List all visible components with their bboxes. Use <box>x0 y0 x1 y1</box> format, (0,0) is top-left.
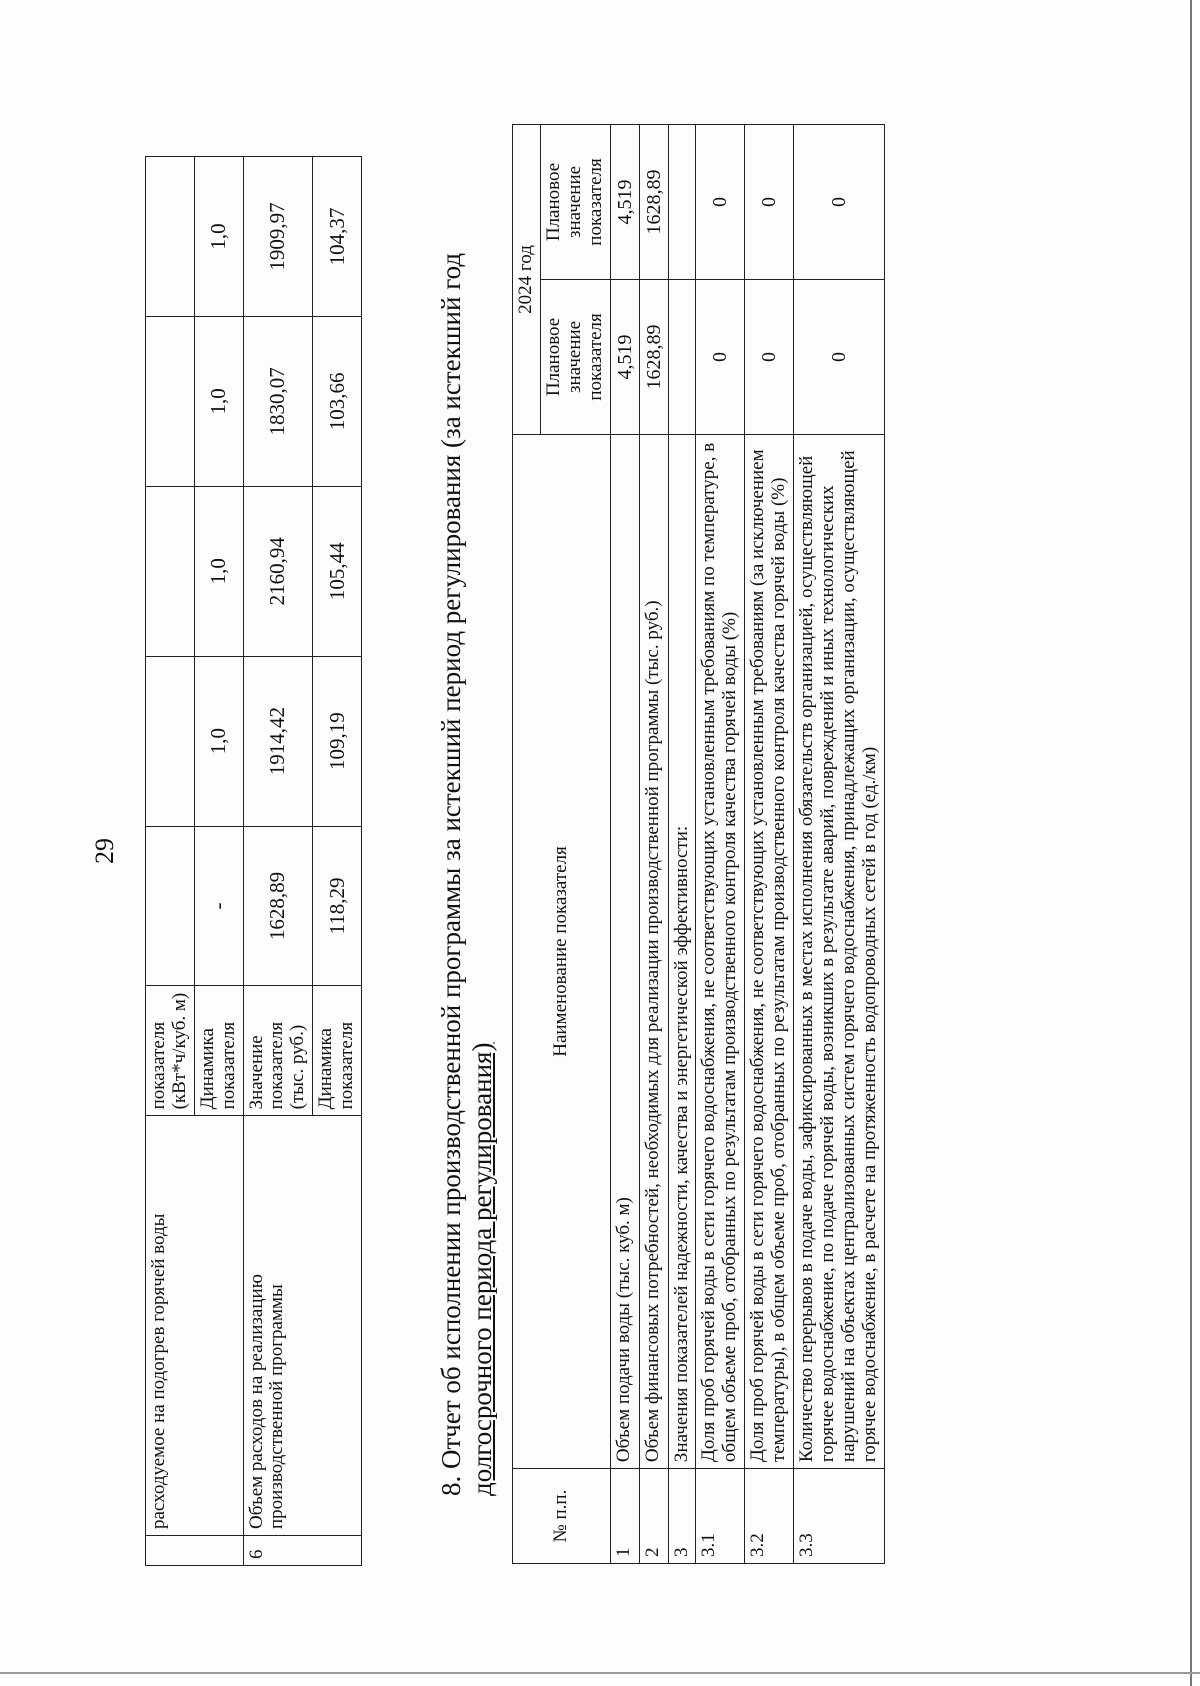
column-header-year: 2024 год <box>513 125 541 435</box>
row-number <box>146 1536 244 1566</box>
indicator-name: Доля проб горячей воды в сети горячего водоснабжения, не соответствующих установленным требованиям по температуре, в общем объеме проб, отобранных по результатам производственного контроля качества горячей воды (%) <box>696 434 745 1468</box>
section-title-line1: 8. Отчет об исполнении производственной программы за истекший период регулирования (за истекший год <box>436 252 466 1496</box>
table-cell: 1,0 <box>194 656 243 826</box>
section-title-line2: долгосрочного периода регулирования) <box>467 1042 498 1496</box>
table-row <box>794 125 885 1564</box>
row-number: 3.1 <box>696 1469 745 1564</box>
program-execution-table <box>512 124 885 1564</box>
table-cell: 1628,89 <box>639 279 668 434</box>
row-number: 3 <box>668 1469 696 1564</box>
table-cell: 1,0 <box>194 486 243 656</box>
table-cell: 1,0 <box>194 316 243 486</box>
table-row <box>668 125 696 1564</box>
indicators-table-continued <box>145 156 362 1566</box>
table-row <box>243 157 313 1566</box>
table-cell <box>146 157 195 317</box>
indicator-subtype: Динамика показателя <box>194 986 243 1116</box>
table-row <box>610 125 639 1564</box>
indicator-name: Доля проб горячей воды в сети горячего водоснабжения, не соответствующих установленным требованиям (за исключением температуры), в общем объеме проб, отобранных по результатам производственного контроля качества горячей воды (%) <box>745 434 794 1468</box>
table-row <box>745 125 794 1564</box>
page-number: 29 <box>90 838 119 864</box>
row-number: 3.3 <box>794 1469 885 1564</box>
table-cell: 0 <box>794 279 885 434</box>
table-row <box>146 157 195 1566</box>
table-cell: 118,29 <box>313 826 362 986</box>
column-header-name: Наименование показателя <box>513 434 611 1468</box>
table-cell: 1,0 <box>194 157 243 317</box>
table-cell <box>146 656 195 826</box>
indicator-name: расходуемое на подогрев горячей воды <box>146 1116 244 1536</box>
table-cell: 4,519 <box>610 125 639 280</box>
table-cell: 1914,42 <box>243 656 313 826</box>
indicator-subtype: Динамика показателя <box>313 986 362 1116</box>
table-cell: 104,37 <box>313 157 362 317</box>
table-row <box>696 125 745 1564</box>
table-cell <box>146 826 195 986</box>
table-cell: 0 <box>696 125 745 280</box>
table-cell: 1628,89 <box>243 826 313 986</box>
scan-edge-line <box>0 1672 1200 1674</box>
table-cell: 109,19 <box>313 656 362 826</box>
table-cell: 1909,97 <box>243 157 313 317</box>
indicator-subtype: Значение показателя (тыс. руб.) <box>243 986 313 1116</box>
table-cell: 1830,07 <box>243 316 313 486</box>
row-number: 3.2 <box>745 1469 794 1564</box>
indicator-name: Значения показателей надежности, качества и энергетической эффективности: <box>668 434 696 1468</box>
section-heading <box>436 166 498 1496</box>
column-header-plan-1: Плановое значение показателя <box>540 279 610 434</box>
table-cell: 4,519 <box>610 279 639 434</box>
table-header-row <box>513 125 541 1564</box>
indicator-name: Объем расходов на реализацию производственной программы <box>243 1116 361 1536</box>
row-number: 2 <box>639 1469 668 1564</box>
table-cell: 0 <box>745 125 794 280</box>
table-cell: 0 <box>745 279 794 434</box>
table-row <box>639 125 668 1564</box>
column-header-number: № п.п. <box>513 1469 611 1564</box>
table-cell <box>146 486 195 656</box>
table-cell <box>668 279 696 434</box>
table-cell: 0 <box>794 125 885 280</box>
table-cell: - <box>194 826 243 986</box>
table-cell: 0 <box>696 279 745 434</box>
row-number: 6 <box>243 1536 361 1566</box>
table-cell: 105,44 <box>313 486 362 656</box>
indicator-name: Объем подачи воды (тыс. куб. м) <box>610 434 639 1468</box>
table-cell: 1628,89 <box>639 125 668 280</box>
indicator-name: Количество перерывов в подаче воды, зафиксированных в местах исполнения обязательств организацией, осуществляющей горячее водоснабжение, по подаче горячей воды, возникших в результате аварий, повреждений и иных технологических нарушений на объектах централизованных систем горячего водоснабжения, принадлежащих организации, осуществляющей горячее водоснабжение, в расчете на протяженность водопроводных сетей в год (ед./км) <box>794 434 885 1468</box>
table-cell <box>146 316 195 486</box>
indicator-name: Объем финансовых потребностей, необходимых для реализации производственной программы (тыс. руб.) <box>639 434 668 1468</box>
table-cell: 2160,94 <box>243 486 313 656</box>
scan-edge-line <box>1190 0 1192 1686</box>
table-cell <box>668 125 696 280</box>
column-header-plan-2: Плановое значение показателя <box>540 125 610 280</box>
row-number: 1 <box>610 1469 639 1564</box>
table-cell: 103,66 <box>313 316 362 486</box>
indicator-subtype: показателя (кВт*ч/куб. м) <box>146 986 195 1116</box>
